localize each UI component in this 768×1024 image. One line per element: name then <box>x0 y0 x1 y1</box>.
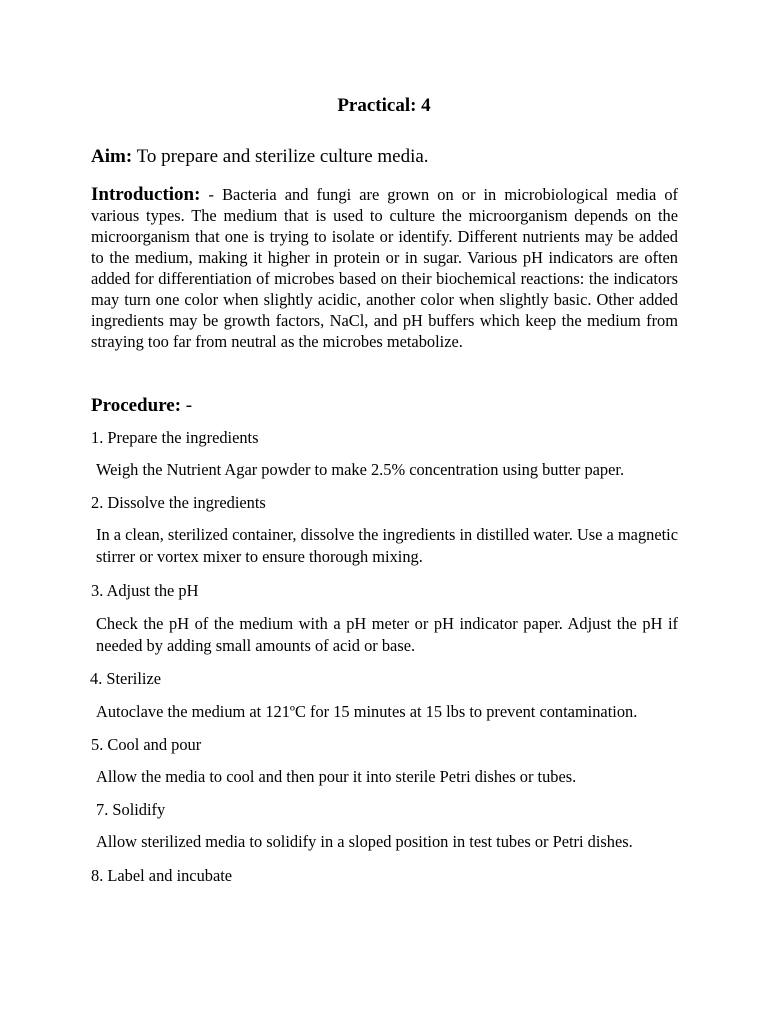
step-description-5: Allow the media to cool and then pour it into sterile Petri dishes or tubes. <box>96 767 577 786</box>
aim-text: To prepare and sterilize culture media. <box>136 146 429 167</box>
aim-label: Aim: <box>91 146 133 167</box>
step-heading-1: 1. Prepare the ingredients <box>91 428 259 447</box>
procedure-heading <box>91 395 192 417</box>
step-description-7: Allow sterilized media to solidify in a sloped position in test tubes or Petri dishes. <box>96 832 633 851</box>
step-heading-8: 8. Label and incubate <box>91 866 233 885</box>
procedure-label: Procedure: <box>91 395 182 416</box>
step-heading-4: 4. Sterilize <box>90 669 162 688</box>
step-heading-7: 7. Solidify <box>96 800 166 819</box>
procedure-suffix: - <box>181 395 193 416</box>
step-description-4: Autoclave the medium at 121ºC for 15 minutes at 15 lbs to prevent contamination. <box>96 702 638 721</box>
introduction-label: Introduction: <box>91 184 201 205</box>
step-heading-2: 2. Dissolve the ingredients <box>91 493 266 512</box>
step-heading-5: 5. Cool and pour <box>91 735 202 754</box>
introduction-paragraph <box>91 184 678 352</box>
step-description-1: Weigh the Nutrient Agar powder to make 2.5% concentration using butter paper. <box>96 460 625 479</box>
step-description-3: Check the pH of the medium with a pH meter or pH indicator paper. Adjust the pH if needed by adding small amounts of acid or base. <box>96 614 678 655</box>
page-title: Practical: 4 <box>337 95 431 116</box>
step-description-2: In a clean, sterilized container, dissolve the ingredients in distilled water. Use a magnetic stirrer or vortex mixer to ensure thorough mixing. <box>96 525 678 566</box>
aim-section <box>91 146 429 168</box>
step-heading-3: 3. Adjust the pH <box>91 581 199 600</box>
introduction-text: - Bacteria and fungi are grown on or in microbiological media of various types. The medium that is used to culture the microorganism depends on the microorganism that one is trying to isolate or identify. Different nutrients may be added to the medium, making it higher in protein or in sugar. Various pH indicators are often added for differentiation of microbes based on their biochemical reactions: the indicators may turn one color when slightly acidic, another color when slightly basic. Other added ingredients may be growth factors, NaCl, and pH buffers which keep the medium from straying too far from neutral as the microbes metabolize. <box>91 185 678 351</box>
